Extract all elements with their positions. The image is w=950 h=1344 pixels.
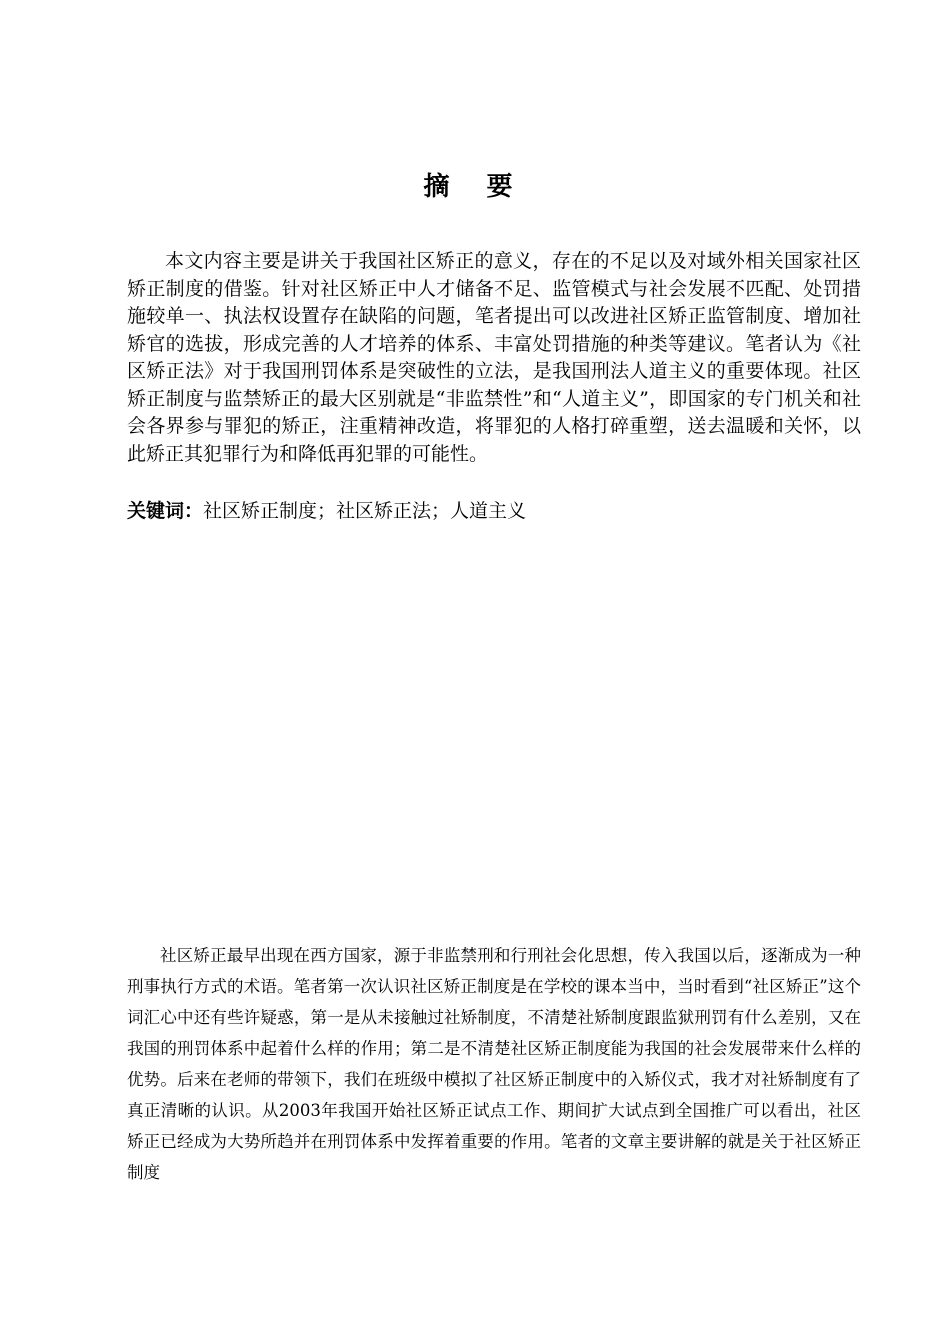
introduction-body: 社区矫正最早出现在西方国家，源于非监禁刑和行刑社会化思想，传入我国以后，逐渐成为一种刑事执行方式的术语。笔者第一次认识社区矫正制度是在学校的课本当中，当时看到“社区矫正”这个词汇心中还有些许疑惑，第一是从未接触过社矫制度，不清楚社矫制度跟监狱刑罚有什么差别，又在我国的刑罚体系中起着什么样的作用；第二是不清楚社区矫正制度能为我国的社会发展带来什么样的优势。后来在老师的带领下，我们在班级中模拟了社区矫正制度中的入矫仪式，我才对社矫制度有了真正清晰的认识。从2003年我国开始社区矫正试点工作、期间扩大试点到全国推广可以看出，社区矫正已经成为大势所趋并在刑罚体系中发挥着重要的作用。笔者的文章主要讲解的就是关于社区矫正制度 bbox=[127, 946, 861, 1182]
keywords-label: 关键词： bbox=[127, 500, 204, 522]
keywords-line bbox=[127, 497, 861, 525]
keywords-text: 社区矫正制度；社区矫正法；人道主义 bbox=[203, 500, 527, 522]
abstract-title: 摘 要 bbox=[423, 172, 527, 202]
abstract-body: 本文内容主要是讲关于我国社区矫正的意义，存在的不足以及对域外相关国家社区矫正制度的借鉴。针对社区矫正中人才储备不足、监管模式与社会发展不匹配、处罚措施较单一、执法权设置存在缺陷的问题，笔者提出可以改进社区矫正监管制度、增加社矫官的选拔，形成完善的人才培养的体系、丰富处罚措施的种类等建议。笔者认为《社区矫正法》对于我国刑罚体系是突破性的立法，是我国刑法人道主义的重要体现。社区矫正制度与监禁矫正的最大区别就是“非监禁性”和“人道主义”，即国家的专门机关和社会各界参与罪犯的矫正，注重精神改造，将罪犯的人格打碎重塑，送去温暖和关怀，以此矫正其犯罪行为和降低再犯罪的可能性。 bbox=[127, 250, 861, 465]
